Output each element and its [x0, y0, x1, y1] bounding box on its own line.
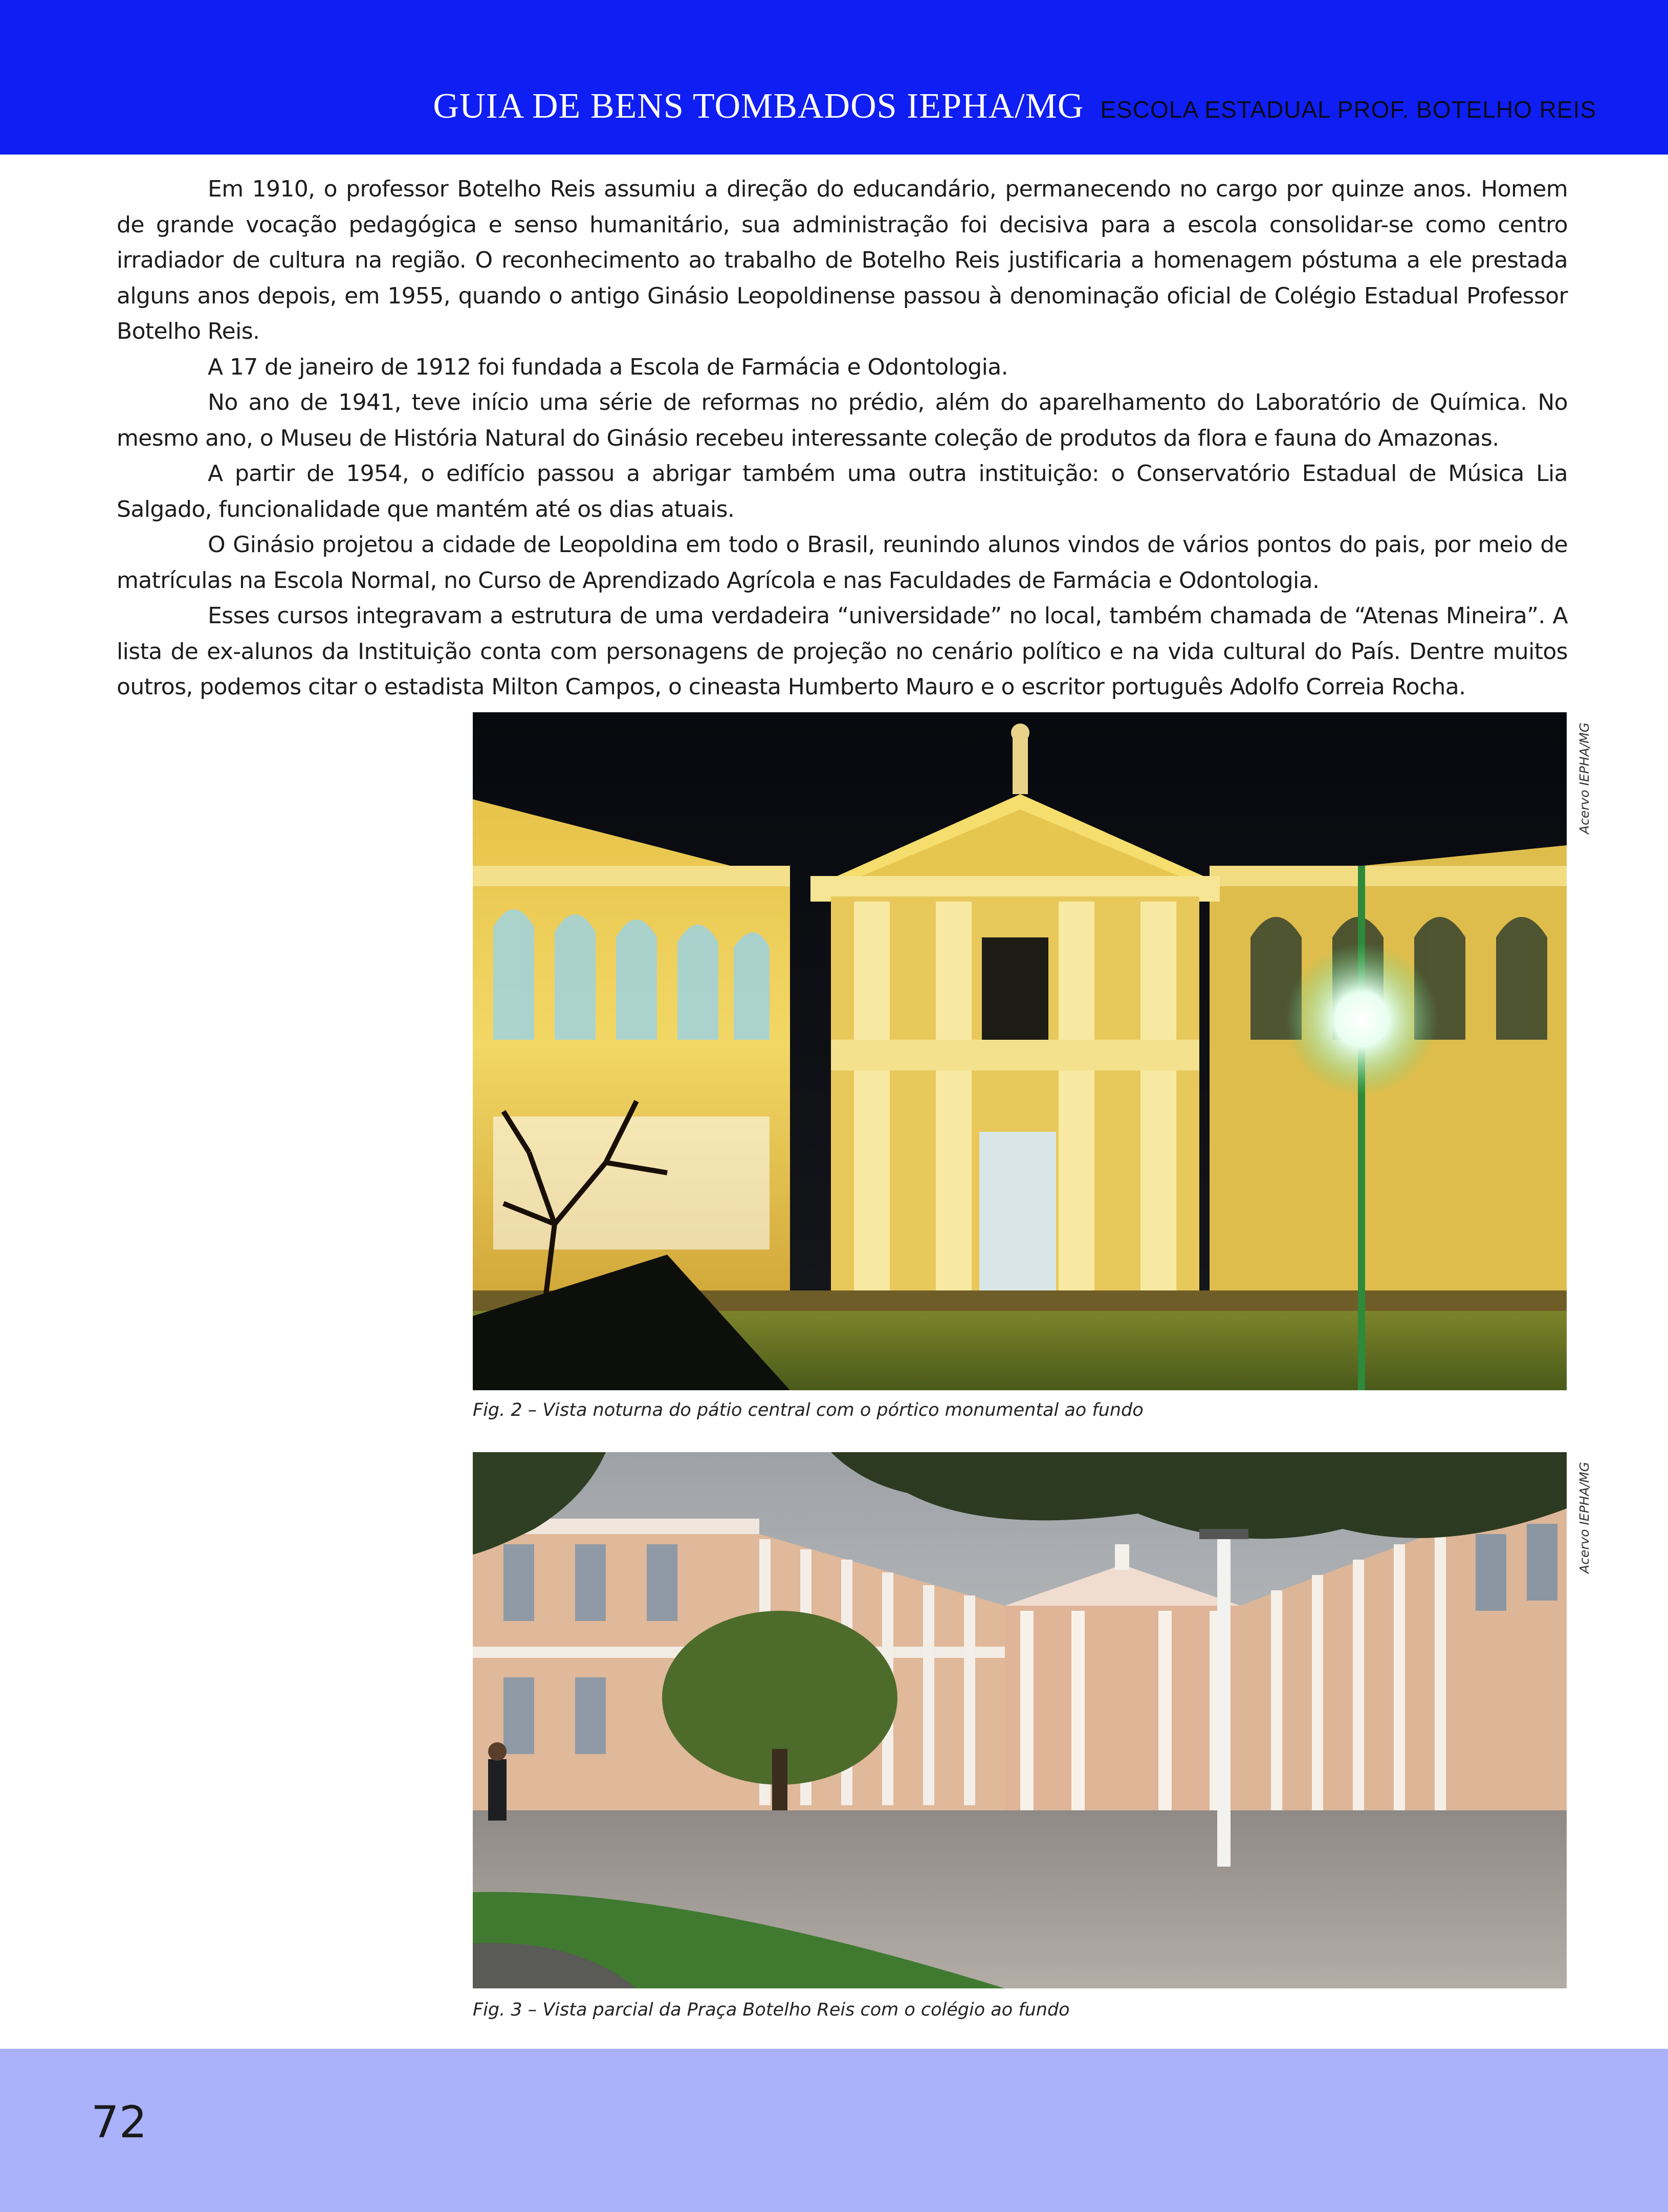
paragraph: Em 1910, o professor Botelho Reis assumiu a direção do educandário, permanecendo no cargo por quinze anos. Homem de grande vocação pedagógica e senso humanitário, sua administração foi decisiva para a escola consolidar-se como centro irradiador de cultura na região. O reconhecimento ao trabalho de Botelho Reis justificaria a homenagem póstuma a ele prestada alguns anos depois, em 1955, quando o antigo Ginásio Leopoldinense passou à denominação oficial de Colégio Estadual Professor Botelho Reis.: [117, 176, 1568, 344]
paragraph: O Ginásio projetou a cidade de Leopoldina em todo o Brasil, reunindo alunos vindos de vários pontos do pais, por meio de matrículas na Escola Normal, no Curso de Aprendizado Agrícola e nas Faculdades de Farmácia e Odontologia.: [117, 532, 1568, 594]
figure-caption: Fig. 2 – Vista noturna do pátio central com o pórtico monumental ao fundo: [473, 1400, 1144, 1420]
guide-title: GUIA DE BENS TOMBADOS IEPHA/MG: [433, 86, 1084, 126]
section-title: ESCOLA ESTADUAL PROF. BOTELHO REIS: [1100, 96, 1596, 123]
running-header: [433, 86, 1596, 127]
paragraph: A 17 de janeiro de 1912 foi fundada a Escola de Farmácia e Odontologia.: [208, 354, 1008, 380]
night-courtyard-illustration: [473, 712, 1567, 1390]
photo-credit: Acervo IEPHA/MG: [1577, 722, 1592, 834]
paragraph: A partir de 1954, o edifício passou a abrigar também uma outra instituição: o Conservatório Estadual de Música Lia Salgado, funcionalidade que mantém até os dias atuais.: [117, 461, 1568, 522]
photo-credit: Acervo IEPHA/MG: [1577, 1461, 1592, 1573]
figure-caption: Fig. 3 – Vista parcial da Praça Botelho Reis com o colégio ao fundo: [473, 2000, 1070, 2020]
square-daytime-photo: [473, 1452, 1567, 1988]
night-courtyard-photo: [473, 712, 1567, 1390]
square-daytime-illustration: [473, 1452, 1567, 1988]
footer-band: [0, 2049, 1668, 2212]
page-number: 72: [91, 2097, 147, 2148]
header-band: [0, 0, 1668, 155]
paragraph: No ano de 1941, teve início uma série de reformas no prédio, além do aparelhamento do Laboratório de Química. No mesmo ano, o Museu de História Natural do Ginásio recebeu interessante coleção de produtos da flora e fauna do Amazonas.: [117, 389, 1568, 451]
article-body: [117, 171, 1568, 705]
paragraph: Esses cursos integravam a estrutura de uma verdadeira “universidade” no local, também chamada de “Atenas Mineira”. A lista de ex-alunos da Instituição conta com personagens de projeção no cenário político e na vida cultural do País. Dentre muitos outros, podemos citar o estadista Milton Campos, o cineasta Humberto Mauro e o escritor português Adolfo Correia Rocha.: [117, 603, 1568, 700]
